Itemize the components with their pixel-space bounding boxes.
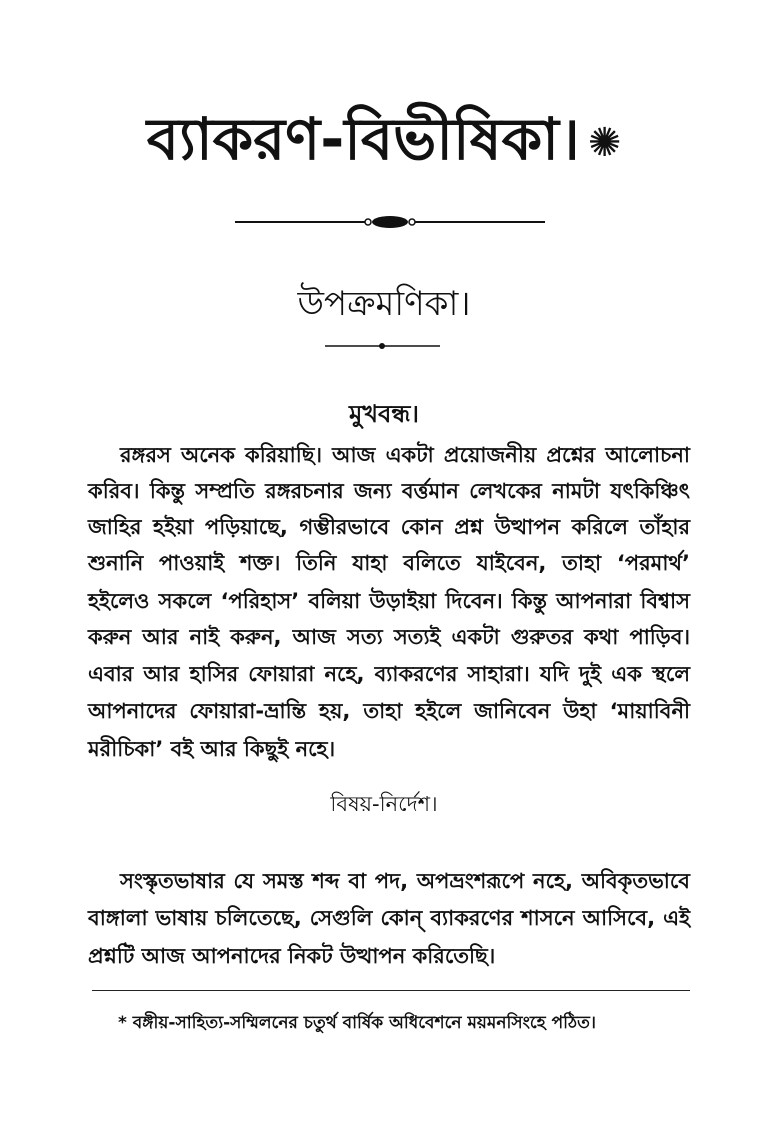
paragraph-line: এবার আর হাসির ফোয়ারা নহে, ব্যাকরণের সাহারা। যদি দুই এক স্থলে bbox=[88, 662, 690, 686]
paragraph-line: মরীচিকা’ বই আর কিছুই নহে। bbox=[88, 737, 336, 761]
section-heading-subject: বিষয়-নির্দেশ। bbox=[330, 792, 438, 816]
section-heading-preface: মুখবন্ধ। bbox=[348, 400, 420, 428]
paragraph-line: প্রশ্নটি আজ আপনাদের নিকট উত্থাপন করিতেছি। bbox=[88, 944, 496, 968]
paragraph-line: সংস্কৃতভাষার যে সমস্ত শব্দ বা পদ, অপভ্রংশরূপে নহে, অবিকৃতভাবে bbox=[120, 869, 690, 893]
footnote-mark-icon: ✺ bbox=[587, 119, 622, 166]
footnote-rule bbox=[92, 990, 690, 991]
paragraph-line: জাহির হইয়া পড়িয়াছে, গম্ভীরভাবে কোন প্রশ্ন উত্থাপন করিলে তাঁহার bbox=[88, 515, 690, 539]
paragraph-line: শুনানি পাওয়াই শক্ত। তিনি যাহা বলিতে যাইবেন, তাহা ‘পরমার্থ’ bbox=[88, 551, 690, 575]
paragraph-line: করিব। কিন্তু সম্প্রতি রঙ্গরচনার জন্য বর্ত্তমান লেখকের নামটা যৎকিঞ্চিৎ bbox=[88, 479, 690, 503]
small-ornament-divider bbox=[325, 340, 440, 352]
paragraph-line: রঙ্গরস অনেক করিয়াছি। আজ একটা প্রয়োজনীয় প্রশ্নের আলোচনা bbox=[120, 443, 690, 467]
paragraph-line: করুন আর নাই করুন, আজ সত্য সত্যই একটা গুরুতর কথা পাড়িব। bbox=[88, 625, 690, 649]
paragraph-line: বাঙ্গালা ভাষায় চলিতেছে, সেগুলি কোন্ ব্যাকরণের শাসনে আসিবে, এই bbox=[88, 906, 690, 930]
title-text: ব্যাকরণ-বিভীষিকা। bbox=[146, 105, 580, 173]
subtitle: উপক্রমণিকা। bbox=[297, 284, 471, 324]
page-title bbox=[0, 95, 768, 192]
footnote: * বঙ্গীয়-সাহিত্য-সম্মিলনের চতুর্থ বার্ষিক অধিবেশনে ময়মনসিংহে পঠিত। bbox=[118, 1013, 596, 1033]
paragraph-line: আপনাদের ফোয়ারা-ভ্রান্তি হয়, তাহা হইলে জানিবেন উহা ‘মায়াবিনী bbox=[88, 699, 690, 723]
ornament-divider bbox=[235, 214, 545, 230]
paragraph-line: হইলেও সকলে ‘পরিহাস’ বলিয়া উড়াইয়া দিবেন। কিন্তু আপনারা বিশ্বাস bbox=[88, 589, 690, 613]
